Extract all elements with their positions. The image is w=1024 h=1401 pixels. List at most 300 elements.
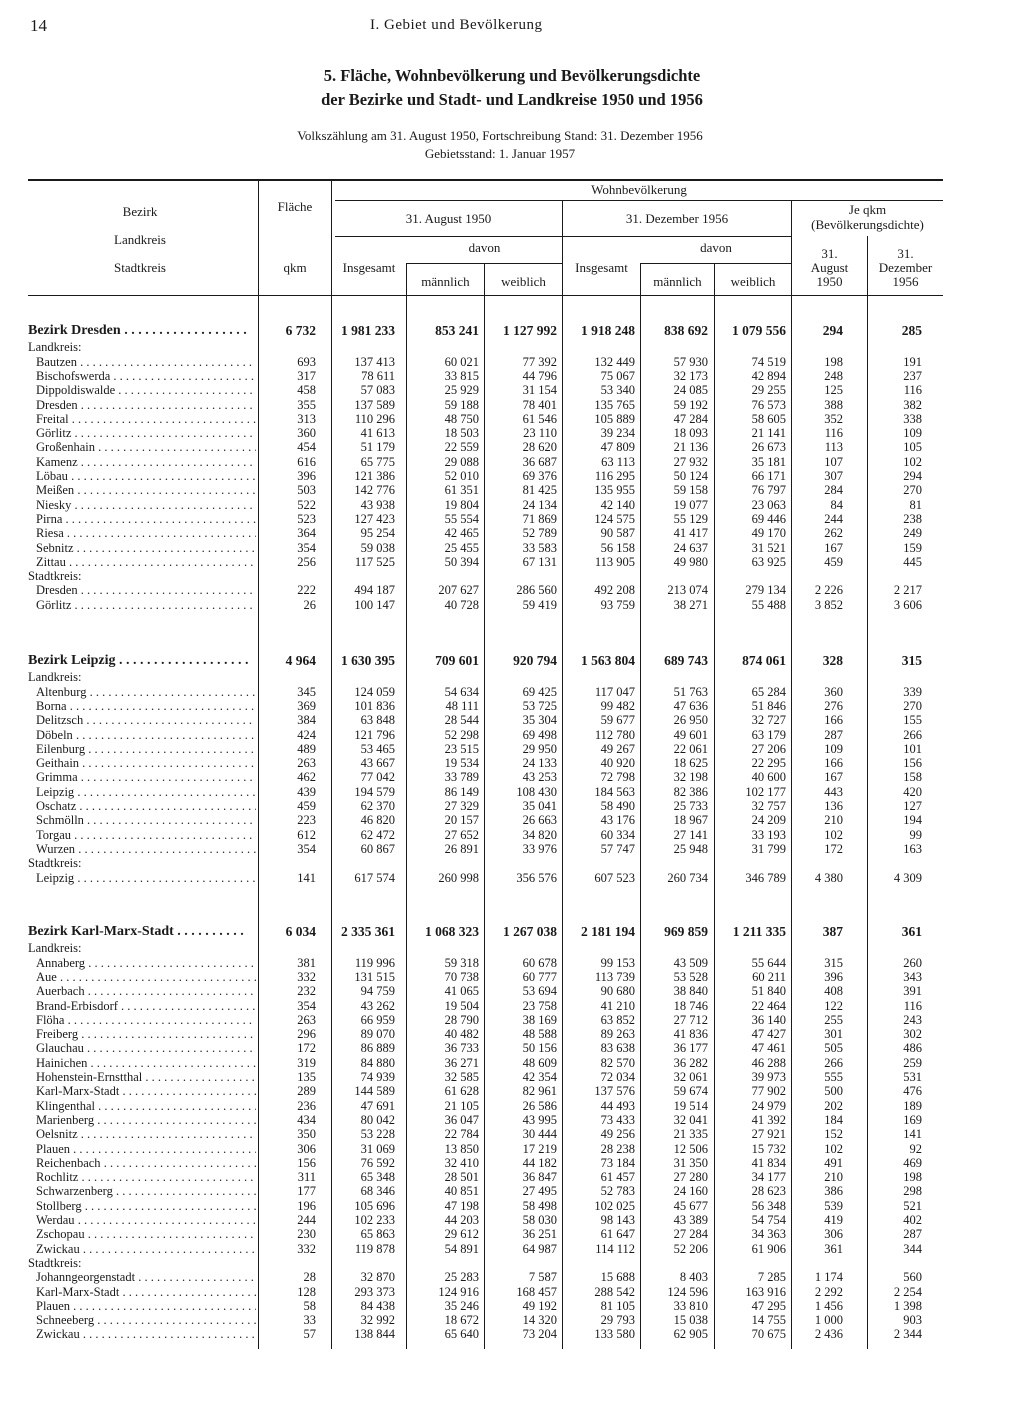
cell-dichte-1950: 294: [822, 323, 843, 338]
cell-maennlich-1956: 124 596: [667, 1284, 708, 1299]
cell-dichte-1950: 2 436: [814, 1327, 843, 1342]
row-name: [36, 1313, 256, 1327]
cell-dichte-1950: 184: [824, 1112, 843, 1127]
row-name-text: Zwickau: [36, 1241, 80, 1256]
cell-dichte-1950: 125: [824, 383, 843, 398]
cell-maennlich-1956: 59 192: [673, 397, 708, 412]
cell-weiblich-1956: 15 732: [751, 1141, 786, 1156]
row-name: [36, 469, 256, 483]
cell-weiblich-1950: 48 609: [522, 1055, 557, 1070]
cell-maennlich-1950: 59 188: [444, 397, 479, 412]
table-subtitle-line-2: Gebietsstand: 1. Januar 1957: [424, 146, 576, 161]
row-name: [36, 426, 256, 440]
cell-insgesamt-1956: 105 889: [594, 411, 635, 426]
cell-dichte-1950: 255: [824, 1012, 843, 1027]
row-name-text: Schneeberg: [36, 1313, 95, 1328]
cell-insgesamt-1956: 102 025: [594, 1198, 635, 1213]
cell-weiblich-1950: 33 583: [522, 540, 557, 555]
cell-insgesamt-1950: 63 848: [360, 713, 395, 728]
cell-weiblich-1950: 50 156: [522, 1041, 557, 1056]
cell-weiblich-1950: 71 869: [522, 511, 557, 526]
cell-maennlich-1950: 25 455: [444, 540, 479, 555]
cell-flaeche: 236: [297, 1098, 316, 1113]
cell-weiblich-1950: 14 320: [522, 1313, 557, 1328]
row-name-text: Geithain: [36, 756, 80, 771]
row-name: [36, 583, 256, 597]
cell-weiblich-1956: 27 921: [751, 1127, 786, 1142]
header-insgesamt-1956: Insgesamt: [575, 260, 628, 275]
cell-weiblich-1956: 41 834: [751, 1155, 786, 1170]
cell-dichte-1956: 315: [901, 653, 922, 668]
cell-insgesamt-1956: 63 852: [600, 1012, 635, 1027]
row-name: [36, 984, 256, 998]
row-name-text: Delitzsch: [36, 713, 84, 728]
cell-weiblich-1950: 67 131: [522, 554, 557, 569]
cell-maennlich-1950: 61 351: [444, 483, 479, 498]
district-name: [28, 654, 248, 668]
cell-maennlich-1950: 22 784: [444, 1127, 479, 1142]
row-name-text: Wurzen: [36, 841, 76, 856]
cell-maennlich-1950: 27 329: [444, 799, 479, 813]
cell-insgesamt-1956: 49 256: [600, 1127, 635, 1142]
cell-insgesamt-1950: 117 525: [354, 554, 395, 569]
row-name-text: Stollberg: [36, 1198, 82, 1213]
cell-dichte-1950: 1 174: [814, 1270, 843, 1285]
row-name: [36, 1027, 256, 1041]
cell-weiblich-1950: 53 694: [522, 984, 557, 999]
cell-insgesamt-1956: 184 563: [594, 784, 635, 799]
cell-dichte-1950: 122: [824, 998, 843, 1013]
row-name-text: Stadtkreis:: [28, 569, 82, 584]
cell-maennlich-1956: 27 712: [673, 1012, 708, 1027]
row-name-text: Görlitz: [36, 597, 72, 612]
row-name-text: Zschopau: [36, 1227, 85, 1242]
cell-dichte-1956: 92: [909, 1141, 922, 1156]
cell-dichte-1950: 352: [824, 411, 843, 426]
cell-weiblich-1950: 49 192: [522, 1298, 557, 1313]
cell-maennlich-1950: 36 271: [444, 1055, 479, 1070]
cell-weiblich-1950: 44 796: [522, 368, 557, 383]
cell-insgesamt-1950: 100 147: [354, 597, 395, 612]
cell-weiblich-1950: 7 587: [528, 1270, 557, 1285]
cell-weiblich-1956: 27 206: [751, 741, 786, 756]
cell-insgesamt-1950: 131 515: [354, 969, 395, 984]
row-name: [36, 1056, 256, 1070]
cell-weiblich-1950: 1 267 038: [503, 924, 557, 939]
row-name-text: Freiberg: [36, 1027, 79, 1042]
cell-flaeche: 354: [297, 540, 316, 555]
header-date-1956-l1: 31.: [897, 246, 914, 261]
cell-maennlich-1950: 32 585: [444, 1070, 479, 1084]
cell-insgesamt-1950: 65 863: [360, 1227, 395, 1242]
cell-insgesamt-1956: 52 783: [600, 1184, 635, 1199]
row-name-text: Annaberg: [36, 955, 86, 970]
cell-maennlich-1950: 59 318: [444, 955, 479, 970]
cell-flaeche: 523: [297, 511, 316, 526]
cell-weiblich-1956: 279 134: [745, 583, 786, 598]
cell-dichte-1956: 249: [903, 526, 922, 541]
cell-maennlich-1950: 19 504: [444, 998, 479, 1013]
cell-dichte-1950: 113: [824, 440, 843, 455]
header-date-1950: [792, 247, 867, 289]
cell-weiblich-1956: 34 363: [751, 1227, 786, 1242]
cell-dichte-1950: 244: [824, 511, 843, 526]
cell-dichte-1956: 81: [909, 497, 922, 512]
cell-weiblich-1956: 51 846: [751, 698, 786, 713]
cell-maennlich-1950: 47 198: [444, 1198, 479, 1213]
cell-weiblich-1950: 35 304: [522, 713, 557, 728]
cell-insgesamt-1950: 101 836: [354, 698, 395, 713]
cell-weiblich-1956: 66 171: [751, 469, 786, 483]
row-name: [36, 999, 256, 1013]
cell-dichte-1956: 243: [903, 1012, 922, 1027]
cell-maennlich-1956: 969 859: [664, 924, 708, 939]
cell-weiblich-1956: 51 840: [751, 984, 786, 999]
cell-insgesamt-1950: 43 938: [360, 497, 395, 512]
cell-weiblich-1950: 77 392: [522, 354, 557, 369]
cell-maennlich-1956: 36 282: [673, 1055, 708, 1070]
cell-insgesamt-1956: 61 457: [600, 1170, 635, 1185]
cell-weiblich-1950: 26 586: [522, 1098, 557, 1113]
cell-maennlich-1950: 40 482: [444, 1027, 479, 1042]
cell-insgesamt-1950: 137 589: [354, 397, 395, 412]
cell-insgesamt-1950: 41 613: [360, 426, 395, 441]
row-name: [36, 756, 256, 770]
cell-maennlich-1950: 55 554: [444, 511, 479, 526]
cell-flaeche: 354: [297, 841, 316, 856]
cell-dichte-1956: 1 398: [893, 1298, 922, 1313]
row-name-text: Oschatz: [36, 799, 77, 813]
row-name-text: Landkreis:: [28, 941, 82, 956]
cell-dichte-1950: 4 380: [814, 870, 843, 885]
cell-insgesamt-1950: 53 465: [360, 741, 395, 756]
cell-dichte-1956: 298: [903, 1184, 922, 1199]
cell-maennlich-1956: 43 509: [673, 955, 708, 970]
cell-weiblich-1956: 76 797: [751, 483, 786, 498]
row-name-text: Werdau: [36, 1213, 75, 1227]
cell-insgesamt-1950: 124 059: [354, 684, 395, 699]
cell-dichte-1950: 262: [824, 526, 843, 541]
row-name: [36, 1242, 256, 1256]
cell-maennlich-1950: 40 851: [444, 1184, 479, 1199]
cell-insgesamt-1950: 32 992: [360, 1313, 395, 1328]
cell-insgesamt-1956: 113 739: [594, 969, 635, 984]
cell-flaeche: 424: [297, 727, 316, 742]
cell-weiblich-1956: 65 284: [751, 684, 786, 699]
cell-weiblich-1950: 53 725: [522, 698, 557, 713]
cell-maennlich-1950: 18 503: [444, 426, 479, 441]
cell-insgesamt-1956: 40 920: [600, 756, 635, 771]
cell-weiblich-1956: 1 079 556: [732, 323, 786, 338]
cell-dichte-1956: 302: [903, 1027, 922, 1042]
cell-maennlich-1956: 24 160: [673, 1184, 708, 1199]
row-name: [36, 598, 256, 612]
cell-weiblich-1950: 69 376: [522, 469, 557, 483]
row-name-text: Rochlitz: [36, 1170, 79, 1185]
row-name-text: Plauen: [36, 1141, 71, 1156]
cell-insgesamt-1956: 133 580: [594, 1327, 635, 1342]
cell-dichte-1950: 167: [824, 770, 843, 785]
row-name: [36, 1142, 256, 1156]
cell-weiblich-1950: 31 154: [522, 383, 557, 398]
row-name: [36, 1099, 256, 1113]
cell-weiblich-1956: 63 925: [751, 554, 786, 569]
cell-weiblich-1956: 31 521: [751, 540, 786, 555]
cell-weiblich-1950: 43 995: [522, 1112, 557, 1127]
cell-flaeche: 462: [297, 770, 316, 785]
row-name: [36, 699, 256, 713]
header-date-1956-l2: Dezember: [878, 260, 933, 275]
cell-dichte-1956: 191: [903, 354, 922, 369]
cell-dichte-1956: 99: [909, 827, 922, 842]
cell-flaeche: 360: [297, 426, 316, 441]
cell-insgesamt-1956: 28 238: [600, 1141, 635, 1156]
cell-dichte-1956: 391: [903, 984, 922, 999]
cell-weiblich-1956: 34 177: [751, 1170, 786, 1185]
cell-weiblich-1950: 35 041: [522, 799, 557, 813]
cell-flaeche: 223: [297, 813, 316, 828]
table-title: [0, 64, 1024, 112]
row-name-text: Döbeln: [36, 727, 73, 742]
cell-weiblich-1950: 60 678: [522, 955, 557, 970]
cell-dichte-1956: 270: [903, 698, 922, 713]
row-name-text: Hohenstein-Ernstthal: [36, 1070, 143, 1084]
cell-flaeche: 369: [297, 698, 316, 713]
header-insgesamt-1950: Insgesamt: [342, 260, 396, 275]
cell-maennlich-1956: 27 284: [673, 1227, 708, 1242]
cell-insgesamt-1956: 135 765: [594, 397, 635, 412]
cell-dichte-1950: 284: [824, 483, 843, 498]
row-name-text: Riesa: [36, 526, 64, 541]
cell-weiblich-1956: 22 464: [751, 998, 786, 1013]
cell-dichte-1950: 172: [824, 841, 843, 856]
cell-insgesamt-1950: 138 844: [354, 1327, 395, 1342]
cell-dichte-1956: 285: [901, 323, 922, 338]
cell-insgesamt-1956: 39 234: [600, 426, 635, 441]
cell-dichte-1956: 344: [903, 1241, 922, 1256]
cell-dichte-1950: 167: [824, 540, 843, 555]
cell-insgesamt-1956: 112 780: [594, 727, 635, 742]
cell-insgesamt-1956: 1 918 248: [581, 323, 635, 338]
cell-insgesamt-1956: 1 563 804: [581, 653, 635, 668]
row-name: [36, 512, 256, 526]
cell-dichte-1956: 294: [903, 469, 922, 483]
cell-maennlich-1956: 27 932: [673, 454, 708, 469]
cell-weiblich-1950: 36 847: [522, 1170, 557, 1185]
cell-insgesamt-1956: 43 176: [600, 813, 635, 828]
cell-maennlich-1950: 35 246: [444, 1298, 479, 1313]
row-name: [36, 483, 256, 497]
cell-weiblich-1956: 24 979: [751, 1098, 786, 1113]
cell-maennlich-1950: 28 790: [444, 1012, 479, 1027]
cell-maennlich-1950: 48 111: [445, 698, 479, 713]
cell-maennlich-1956: 62 905: [673, 1327, 708, 1342]
cell-flaeche: 396: [297, 469, 316, 483]
cell-weiblich-1950: 24 134: [522, 497, 557, 512]
cell-maennlich-1956: 38 271: [673, 597, 708, 612]
cell-insgesamt-1956: 288 542: [594, 1284, 635, 1299]
cell-flaeche: 4 964: [285, 653, 316, 668]
cell-weiblich-1956: 55 488: [751, 597, 786, 612]
cell-weiblich-1950: 24 133: [522, 756, 557, 771]
cell-weiblich-1956: 26 673: [751, 440, 786, 455]
header-bottom-rule: [28, 295, 943, 296]
cell-insgesamt-1950: 194 579: [354, 784, 395, 799]
row-name: [36, 1084, 256, 1098]
cell-insgesamt-1956: 124 575: [594, 511, 635, 526]
cell-flaeche: 381: [297, 955, 316, 970]
cell-insgesamt-1950: 121 796: [354, 727, 395, 742]
cell-flaeche: 58: [303, 1298, 316, 1313]
row-name-text: Bezirk Karl-Marx-Stadt: [28, 925, 174, 939]
row-name: [36, 799, 256, 813]
cell-dichte-1950: 136: [824, 799, 843, 813]
section-label: [28, 569, 248, 583]
section-label: [28, 1256, 248, 1270]
row-name-text: Oelsnitz: [36, 1127, 78, 1142]
cell-maennlich-1950: 22 559: [444, 440, 479, 455]
cell-weiblich-1956: 32 757: [751, 799, 786, 813]
cell-weiblich-1956: 61 906: [751, 1241, 786, 1256]
cell-weiblich-1950: 43 253: [522, 770, 557, 785]
cell-maennlich-1956: 51 763: [673, 684, 708, 699]
cell-dichte-1950: 152: [824, 1127, 843, 1142]
header-date-1950-l1: 31.: [821, 246, 838, 261]
cell-flaeche: 306: [297, 1141, 316, 1156]
cell-dichte-1950: 361: [824, 1241, 843, 1256]
cell-dichte-1950: 408: [824, 984, 843, 999]
row-name-text: Kamenz: [36, 454, 78, 469]
cell-dichte-1950: 386: [824, 1184, 843, 1199]
cell-maennlich-1956: 689 743: [664, 653, 708, 668]
cell-maennlich-1956: 18 746: [673, 998, 708, 1013]
cell-insgesamt-1950: 65 775: [360, 454, 395, 469]
cell-weiblich-1956: 58 605: [751, 411, 786, 426]
cell-flaeche: 319: [297, 1055, 316, 1070]
row-name-text: Freital: [36, 411, 69, 426]
cell-dichte-1956: 486: [903, 1041, 922, 1056]
header-bezirk: Bezirk: [122, 204, 158, 219]
header-rule-wohn: [335, 200, 943, 201]
cell-insgesamt-1950: 89 070: [360, 1027, 395, 1042]
cell-dichte-1956: 169: [903, 1112, 922, 1127]
cell-weiblich-1950: 286 560: [516, 583, 557, 598]
header-wohnbevoelkerung: Wohnbevölkerung: [591, 182, 687, 197]
cell-dichte-1950: 116: [824, 426, 843, 441]
cell-flaeche: 263: [297, 756, 316, 771]
cell-maennlich-1950: 44 203: [444, 1213, 479, 1227]
cell-weiblich-1956: 28 623: [751, 1184, 786, 1199]
cell-maennlich-1950: 1 068 323: [425, 924, 479, 939]
cell-weiblich-1956: 7 285: [757, 1270, 786, 1285]
row-name-text: Löbau: [36, 469, 68, 483]
cell-maennlich-1950: 19 534: [444, 756, 479, 771]
row-name-text: Klingenthal: [36, 1098, 96, 1113]
cell-flaeche: 355: [297, 397, 316, 412]
cell-flaeche: 196: [297, 1198, 316, 1213]
header-rule-davon-1956: [640, 263, 792, 264]
cell-dichte-1956: 105: [903, 440, 922, 455]
cell-maennlich-1950: 21 105: [444, 1098, 479, 1113]
cell-flaeche: 263: [297, 1012, 316, 1027]
cell-weiblich-1956: 14 755: [751, 1313, 786, 1328]
cell-insgesamt-1956: 607 523: [594, 870, 635, 885]
cell-maennlich-1956: 24 085: [673, 383, 708, 398]
cell-dichte-1956: 270: [903, 483, 922, 498]
row-name-text: Aue: [36, 969, 57, 984]
cell-maennlich-1950: 207 627: [438, 583, 479, 598]
cell-weiblich-1950: 38 169: [522, 1012, 557, 1027]
cell-dichte-1950: 202: [824, 1098, 843, 1113]
cell-insgesamt-1950: 62 370: [360, 799, 395, 813]
cell-dichte-1956: 101: [903, 741, 922, 756]
row-name-text: Dippoldiswalde: [36, 383, 116, 398]
cell-insgesamt-1950: 137 413: [354, 354, 395, 369]
cell-dichte-1950: 500: [824, 1084, 843, 1099]
cell-insgesamt-1956: 98 143: [600, 1213, 635, 1227]
cell-weiblich-1956: 49 170: [751, 526, 786, 541]
cell-maennlich-1950: 29 088: [444, 454, 479, 469]
cell-flaeche: 458: [297, 383, 316, 398]
cell-flaeche: 612: [297, 827, 316, 842]
cell-insgesamt-1950: 105 696: [354, 1198, 395, 1213]
cell-insgesamt-1956: 72 798: [600, 770, 635, 785]
cell-insgesamt-1956: 58 490: [600, 799, 635, 813]
cell-insgesamt-1956: 47 809: [600, 440, 635, 455]
cell-weiblich-1956: 54 754: [751, 1213, 786, 1227]
row-name: [36, 970, 256, 984]
cell-dichte-1950: 306: [824, 1227, 843, 1242]
cell-weiblich-1956: 874 061: [742, 653, 786, 668]
cell-weiblich-1950: 17 219: [522, 1141, 557, 1156]
cell-dichte-1950: 2 292: [814, 1284, 843, 1299]
cell-weiblich-1950: 27 495: [522, 1184, 557, 1199]
row-name: [36, 455, 256, 469]
cell-dichte-1950: 166: [824, 713, 843, 728]
cell-weiblich-1950: 26 663: [522, 813, 557, 828]
cell-maennlich-1950: 853 241: [435, 323, 479, 338]
cell-insgesamt-1956: 44 493: [600, 1098, 635, 1113]
cell-weiblich-1950: 30 444: [522, 1127, 557, 1142]
cell-insgesamt-1956: 81 105: [600, 1298, 635, 1313]
cell-maennlich-1956: 49 601: [673, 727, 708, 742]
cell-weiblich-1956: 42 894: [751, 368, 786, 383]
cell-dichte-1950: 276: [824, 698, 843, 713]
cell-flaeche: 128: [297, 1284, 316, 1299]
cell-weiblich-1950: 81 425: [522, 483, 557, 498]
header-aug1950: 31. August 1950: [405, 211, 492, 226]
row-name: [36, 1199, 256, 1213]
cell-insgesamt-1950: 119 878: [354, 1241, 395, 1256]
cell-insgesamt-1950: 84 880: [360, 1055, 395, 1070]
cell-insgesamt-1956: 90 587: [600, 526, 635, 541]
table-subtitle-line-1: Volkszählung am 31. August 1950, Fortschreibung Stand: 31. Dezember 1956: [297, 128, 703, 143]
cell-dichte-1956: 476: [903, 1084, 922, 1099]
cell-maennlich-1950: 27 652: [444, 827, 479, 842]
cell-insgesamt-1950: 53 228: [360, 1127, 395, 1142]
cell-weiblich-1950: 42 354: [522, 1070, 557, 1084]
row-name: [36, 1285, 256, 1299]
cell-weiblich-1950: 48 588: [522, 1027, 557, 1042]
cell-weiblich-1950: 82 961: [522, 1084, 557, 1099]
cell-dichte-1956: 189: [903, 1098, 922, 1113]
cell-dichte-1956: 127: [903, 799, 922, 813]
cell-dichte-1950: 84: [830, 497, 843, 512]
cell-flaeche: 230: [297, 1227, 316, 1242]
cell-maennlich-1956: 32 173: [673, 368, 708, 383]
cell-maennlich-1950: 28 544: [444, 713, 479, 728]
cell-insgesamt-1956: 59 677: [600, 713, 635, 728]
